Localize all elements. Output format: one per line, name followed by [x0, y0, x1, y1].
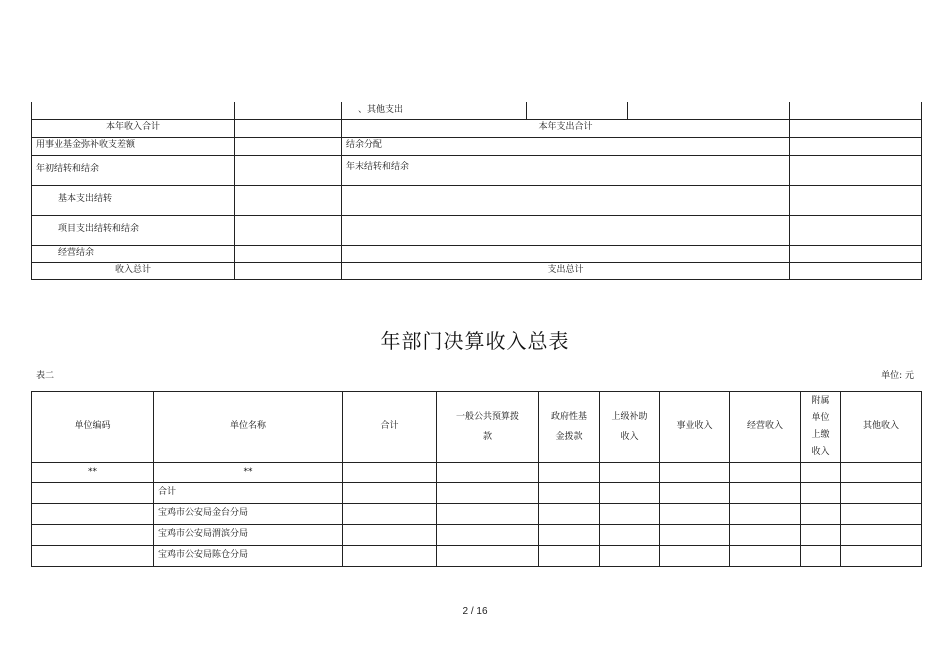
basic-carryover-label: 基本支出结转	[32, 185, 235, 215]
summary-table	[31, 102, 922, 280]
fund-supplement-label: 用事业基金弥补收支差额	[32, 137, 235, 155]
row-name: 宝鸡市公安局金台分局	[154, 504, 343, 525]
header-general-budget-line2: 款	[482, 432, 492, 442]
marker-code: **	[32, 463, 154, 483]
table-number: 表二	[36, 371, 55, 381]
expense-total-label: 本年支出合计	[342, 119, 790, 137]
grand-expense-label: 支出总计	[342, 262, 790, 279]
income-total-label: 本年收入合计	[32, 119, 235, 137]
page-number: 2 / 16	[462, 606, 488, 617]
header-affiliated	[801, 392, 841, 463]
table-row	[32, 504, 922, 525]
marker-name: **	[154, 463, 343, 483]
header-business: 事业收入	[660, 392, 730, 463]
header-gov-fund-line1: 政府性基	[550, 412, 587, 422]
page-title: 年部门决算收入总表	[380, 329, 570, 353]
header-gov-fund	[539, 392, 600, 463]
table-row	[32, 546, 922, 567]
closing-carryover-label: 年末结转和结余	[342, 155, 790, 185]
income-table	[31, 391, 922, 567]
project-carryover-label: 项目支出结转和结余	[32, 215, 235, 245]
table-row	[32, 525, 922, 546]
header-operating: 经营收入	[730, 392, 801, 463]
row-name: 宝鸡市公安局陈仓分局	[154, 546, 343, 567]
header-superior-line2: 收入	[620, 432, 639, 442]
header-code: 单位编码	[32, 392, 154, 463]
header-superior-line1: 上级补助	[611, 412, 648, 422]
header-affiliated-line2: 单位	[811, 413, 830, 423]
header-general-budget	[437, 392, 539, 463]
header-affiliated-line1: 附属	[811, 396, 830, 406]
header-affiliated-line4: 收入	[811, 447, 830, 457]
unit-label: 单位: 元	[881, 371, 914, 381]
header-superior	[600, 392, 660, 463]
header-gov-fund-line2: 金拨款	[555, 432, 583, 442]
table-row	[32, 483, 922, 504]
row-name: 宝鸡市公安局渭滨分局	[154, 525, 343, 546]
row-name: 合计	[154, 483, 343, 504]
header-general-budget-line1: 一般公共预算拨	[455, 412, 519, 422]
header-affiliated-line3: 上缴	[811, 430, 830, 440]
header-name: 单位名称	[154, 392, 343, 463]
header-total: 合计	[343, 392, 437, 463]
grand-income-label: 收入总计	[32, 262, 235, 279]
operating-surplus-label: 经营结余	[32, 245, 235, 262]
surplus-distribution-label: 结余分配	[342, 137, 790, 155]
other-expense-label: 、其他支出	[342, 102, 527, 119]
opening-carryover-label: 年初结转和结余	[32, 155, 235, 185]
header-other: 其他收入	[841, 392, 922, 463]
